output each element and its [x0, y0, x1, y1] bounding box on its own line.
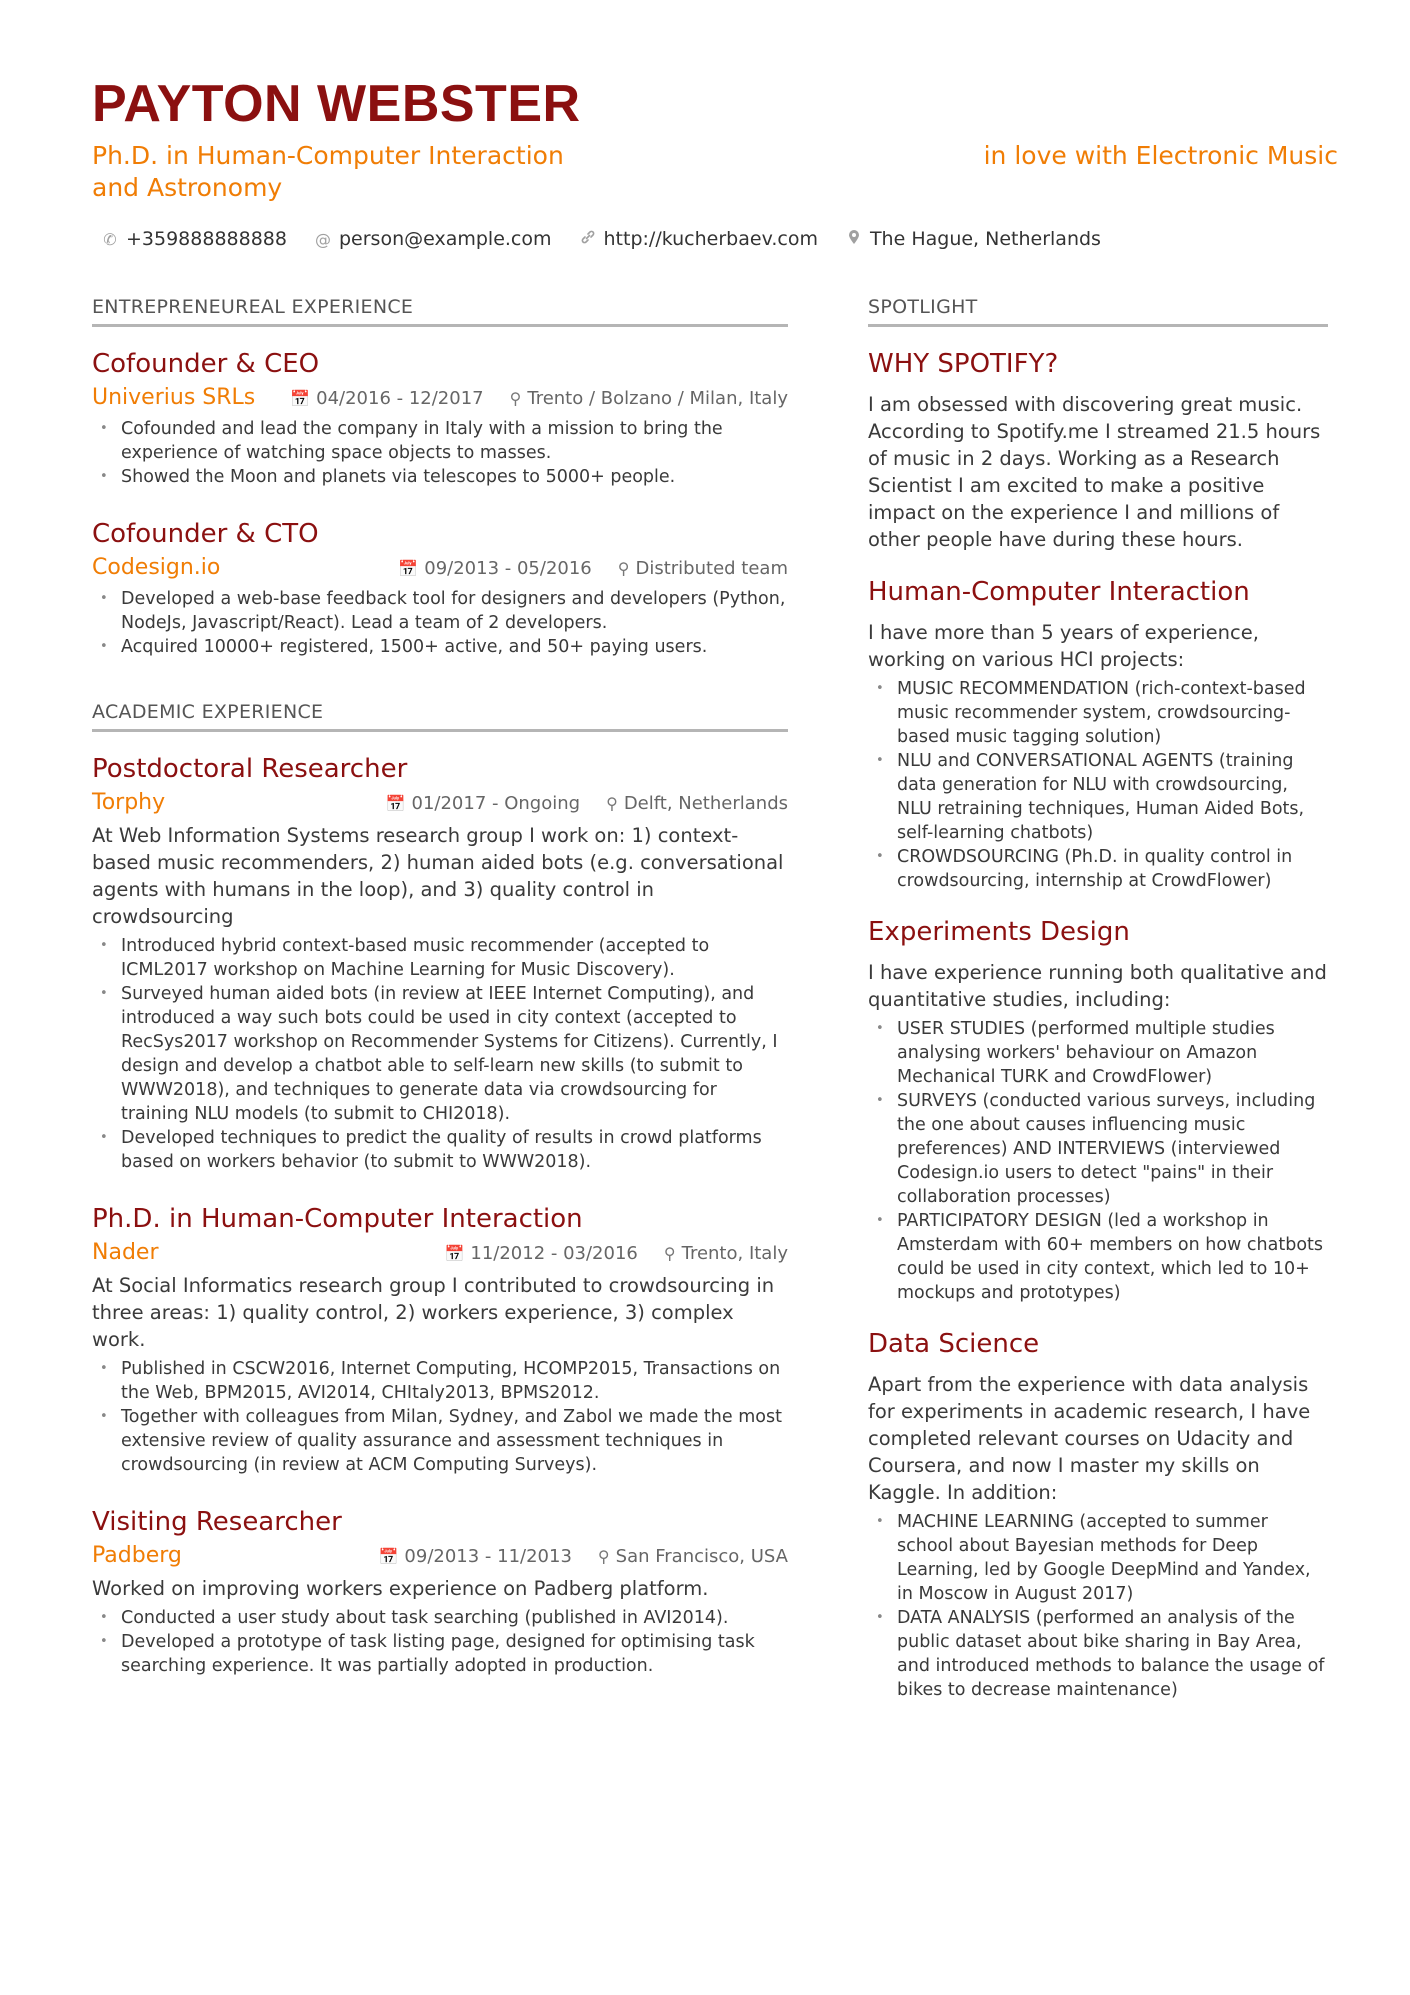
location-icon: ⚲ — [663, 1243, 676, 1263]
two-column-body — [92, 296, 1328, 1724]
date-range — [398, 558, 591, 579]
calendar-icon: 📅 — [444, 1243, 465, 1263]
bullet-list — [868, 1017, 1328, 1305]
bullet-item: • SURVEYS (conducted various surveys, including the one about causes influencing music preferences) AND INTERVIEWS (interviewed Codesign.io users to detect "pains" in their collaboration processes) — [868, 1089, 1328, 1209]
bullet-item: • USER STUDIES (performed multiple studies analysing workers' behaviour on Amazon Mechanical TURK and CrowdFlower) — [868, 1017, 1328, 1089]
subtitle-row — [92, 140, 1338, 204]
bullet-item: • NLU and CONVERSATIONAL AGENTS (training data generation for NLU with crowdsourcing, NLU retraining techniques, Human Aided Bots, self-learning chatbots) — [868, 749, 1328, 845]
organization: Torphy — [92, 790, 166, 815]
role-title: Cofounder & CTO — [92, 519, 319, 549]
bullet-item: • Showed the Moon and planets via telescopes to 5000+ people. — [92, 465, 788, 489]
bullet-item: • Published in CSCW2016, Internet Computing, HCOMP2015, Transactions on the Web, BPM2015, AVI2014, CHItaly2013, BPMS2012. — [92, 1357, 788, 1405]
entry-location-text: Distributed team — [635, 557, 788, 579]
role-title: Postdoctoral Researcher — [92, 754, 408, 784]
bullet-item: • DATA ANALYSIS (performed an analysis of the public dataset about bike sharing in Bay Area, and introduced methods to balance the usage of bikes to decrease maintenance) — [868, 1606, 1328, 1702]
bullet-item: • MACHINE LEARNING (accepted to summer school about Bayesian methods for Deep Learning, led by Google DeepMind and Yandex, in Moscow in August 2017) — [868, 1510, 1328, 1606]
entry-meta — [92, 1238, 788, 1268]
location-icon: ⚲ — [509, 388, 522, 408]
entry-meta — [92, 788, 788, 818]
entry-location-text: San Francisco, USA — [615, 1545, 788, 1567]
bullet-item: • CROWDSOURCING (Ph.D. in quality control in crowdsourcing, internship at CrowdFlower) — [868, 845, 1328, 893]
tagline: in love with Electronic Music — [983, 141, 1338, 170]
subtitle: Ph.D. in Human-Computer Interaction and Astronomy — [92, 141, 564, 202]
bullet-item: • Introduced hybrid context-based music recommender (accepted to ICML2017 workshop on Machine Learning for Music Discovery). — [92, 934, 788, 982]
date-range-text: 01/2017 - Ongoing — [411, 792, 581, 814]
role-title: Visiting Researcher — [92, 1507, 342, 1537]
spotlight-block — [868, 347, 1328, 553]
role-title: Ph.D. in Human-Computer Interaction — [92, 1204, 583, 1234]
entry-meta — [92, 553, 788, 583]
experience-entry — [92, 517, 788, 659]
entry-meta — [92, 383, 788, 413]
at-icon: @ — [314, 229, 331, 249]
entry-description: Worked on improving workers experience on Padberg platform. — [92, 1577, 709, 1600]
date-range-text: 09/2013 - 11/2013 — [404, 1545, 572, 1567]
entry-meta-details — [290, 388, 788, 409]
full-name: PAYTON WEBSTER — [92, 75, 581, 133]
contact-location — [846, 228, 1101, 250]
entry-description: At Web Information Systems research group I work on: 1) context-based music recommenders, 2) human aided bots (e.g. conversational agents with humans in the loop), and 3) quality control in crowdsourcing — [92, 824, 784, 928]
bullet-item: • Cofounded and lead the company in Italy with a mission to bring the experience of watching space objects to masses. — [92, 417, 788, 465]
spotlight-text: Apart from the experience with data analysis for experiments in academic research, I have completed relevant courses on Udacity and Coursera, and now I master my skills on Kaggle. In addition: — [868, 1373, 1311, 1504]
entry-meta-details — [398, 558, 788, 579]
spotlight-text: I am obsessed with discovering great music. According to Spotify.me I streamed 21.5 hours of music in 2 days. Working as a Research Scientist I am excited to make a positive impact on the experience I and millions of other people have during these hours. — [868, 393, 1321, 551]
entry-meta-details — [386, 793, 788, 814]
location-icon: ⚲ — [606, 793, 618, 813]
date-range-text: 09/2013 - 05/2016 — [424, 557, 592, 579]
experience-entry — [92, 1202, 788, 1477]
experience-entry — [92, 347, 788, 489]
contact-email-text: person@example.com — [338, 228, 552, 250]
organization: Nader — [92, 1240, 159, 1265]
experience-entry — [92, 752, 788, 1174]
contact-phone[interactable] — [102, 228, 287, 250]
section-heading-entrepreneurial: ENTREPRENEUREAL EXPERIENCE — [92, 296, 788, 327]
contact-website-text: http://kucherbaev.com — [603, 228, 818, 250]
contact-phone-text: +359888888888 — [126, 228, 287, 250]
spotlight-block — [868, 575, 1328, 893]
location-icon: ⚲ — [597, 1546, 610, 1566]
bullet-item: • Surveyed human aided bots (in review at IEEE Internet Computing), and introduced a way such bots could be used in city context (accepted to RecSys2017 workshop on Recommender Systems for Citizens). Currently, I design and develop a chatbot able to self-learn new skills (to submit to WWW2018), and techniques to generate data via crowdsourcing for training NLU models (to submit to CHI2018). — [92, 982, 788, 1126]
entry-description: At Social Informatics research group I contributed to crowdsourcing in three areas: 1) quality control, 2) workers experience, 3) complex work. — [92, 1274, 775, 1351]
calendar-icon: 📅 — [378, 1546, 399, 1566]
date-range-text: 11/2012 - 03/2016 — [470, 1242, 638, 1264]
spotlight-title: Human-Computer Interaction — [868, 577, 1250, 607]
experience-entry — [92, 1505, 788, 1678]
date-range — [386, 793, 581, 814]
bullet-item: • MUSIC RECOMMENDATION (rich-context-based music recommender system, crowdsourcing-based music tagging solution) — [868, 677, 1328, 749]
bullet-item: • Developed a web-base feedback tool for designers and developers (Python, NodeJs, Javascript/React). Lead a team of 2 developers. — [92, 587, 788, 635]
bullet-item: • Developed a prototype of task listing page, designed for optimising task searching experience. It was partially adopted in production. — [92, 1630, 788, 1678]
bullet-item: • PARTICIPATORY DESIGN (led a workshop in Amsterdam with 60+ members on how chatbots could be used in city context, which led to 10+ mockups and prototypes) — [868, 1209, 1328, 1305]
organization: Univerius SRLs — [92, 385, 256, 410]
spotlight-title: WHY SPOTIFY? — [868, 349, 1059, 379]
spotlight-title: Data Science — [868, 1329, 1040, 1359]
resume-page — [92, 70, 1338, 1724]
spotlight-text: I have more than 5 years of experience, working on various HCI projects: — [868, 621, 1259, 671]
entry-location — [664, 1243, 788, 1264]
entry-location-text: Delft, Netherlands — [623, 792, 788, 814]
date-range — [379, 1546, 572, 1567]
bullet-list — [92, 1606, 788, 1678]
section-heading-academic: ACADEMIC EXPERIENCE — [92, 701, 788, 732]
right-column — [868, 296, 1328, 1724]
entry-location-text: Trento, Italy — [681, 1242, 788, 1264]
entry-location — [510, 388, 788, 409]
calendar-icon: 📅 — [398, 558, 419, 578]
phone-icon: ✆ — [103, 229, 117, 249]
bullet-list — [92, 417, 788, 489]
spotlight-text: I have experience running both qualitative and quantitative studies, including: — [868, 961, 1327, 1011]
bullet-item: • Acquired 10000+ registered, 1500+ active, and 50+ paying users. — [92, 635, 788, 659]
entry-meta — [92, 1541, 788, 1571]
organization: Codesign.io — [92, 555, 221, 580]
left-column — [92, 296, 788, 1724]
date-range — [290, 388, 483, 409]
contact-website[interactable] — [580, 228, 818, 250]
spotlight-block — [868, 915, 1328, 1305]
contact-location-text: The Hague, Netherlands — [869, 228, 1101, 250]
entry-meta-details — [379, 1546, 789, 1567]
link-icon — [580, 229, 596, 249]
bullet-list — [92, 587, 788, 659]
role-title: Cofounder & CEO — [92, 349, 320, 379]
bullet-item: • Conducted a user study about task searching (published in AVI2014). — [92, 1606, 788, 1630]
bullet-item: • Together with colleagues from Milan, Sydney, and Zabol we made the most extensive review of quality assurance and assessment techniques in crowdsourcing (in review at ACM Computing Surveys). — [92, 1405, 788, 1477]
date-range — [444, 1243, 637, 1264]
calendar-icon: 📅 — [385, 793, 406, 813]
contact-bar — [92, 228, 1328, 250]
location-icon: ⚲ — [617, 558, 630, 578]
spotlight-title: Experiments Design — [868, 917, 1130, 947]
entry-location — [606, 793, 788, 814]
bullet-list — [868, 677, 1328, 893]
entry-location — [618, 558, 788, 579]
location-icon — [846, 229, 862, 249]
bullet-list — [92, 1357, 788, 1477]
section-heading-spotlight: SPOTLIGHT — [868, 296, 1328, 327]
date-range-text: 04/2016 - 12/2017 — [316, 387, 484, 409]
bullet-list — [868, 1510, 1328, 1702]
contact-email[interactable] — [315, 228, 552, 250]
organization: Padberg — [92, 1543, 182, 1568]
entry-location-text: Trento / Bolzano / Milan, Italy — [527, 387, 788, 409]
calendar-icon: 📅 — [290, 388, 311, 408]
entry-meta-details — [444, 1243, 788, 1264]
bullet-item: • Developed techniques to predict the quality of results in crowd platforms based on workers behavior (to submit to WWW2018). — [92, 1126, 788, 1174]
bullet-list — [92, 934, 788, 1174]
spotlight-block — [868, 1327, 1328, 1702]
entry-location — [598, 1546, 788, 1567]
